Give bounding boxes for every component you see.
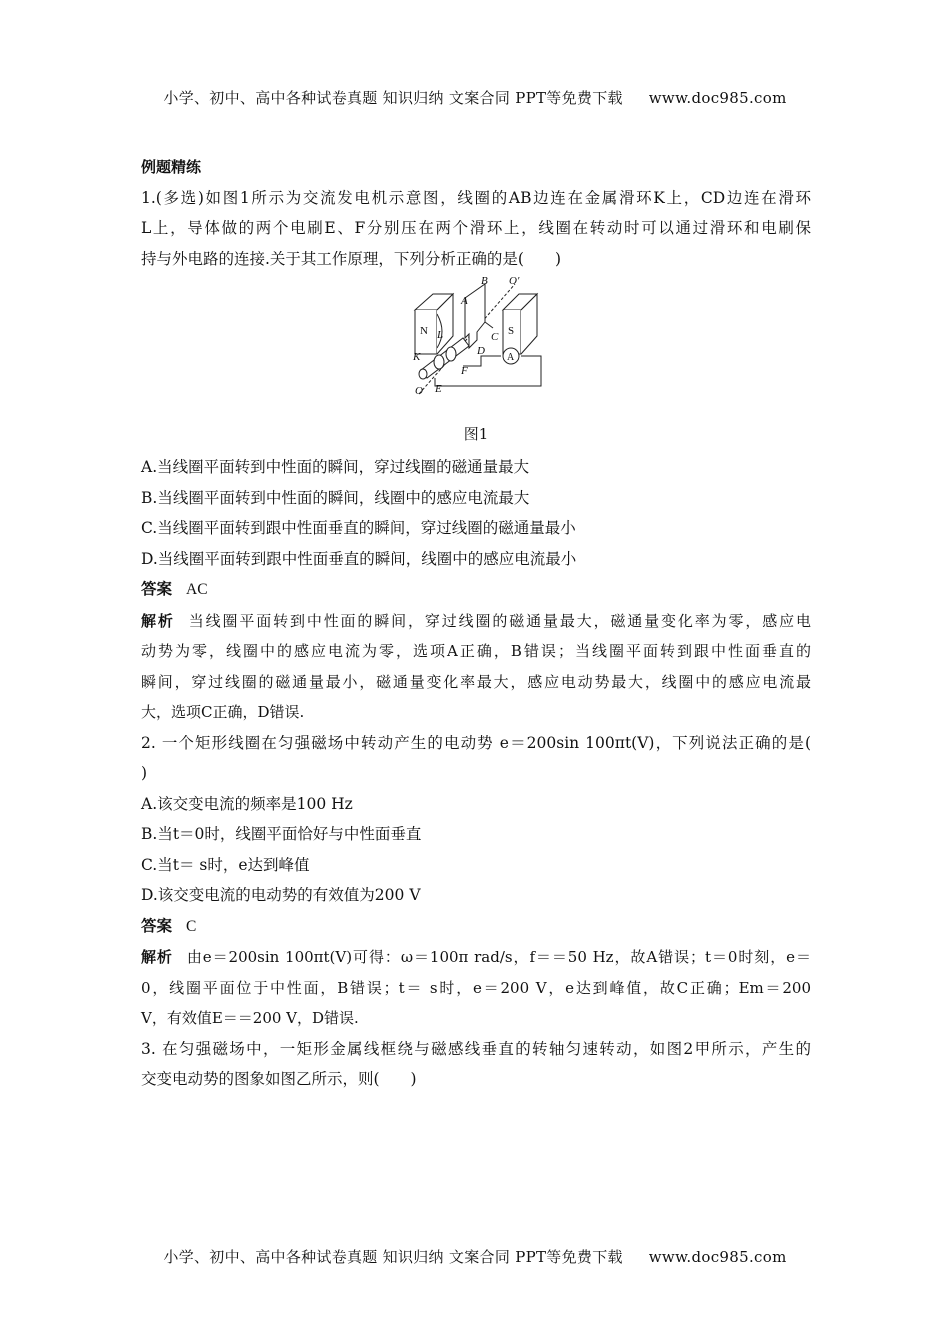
footer-url[interactable]: www.doc985.com <box>648 1248 787 1266</box>
q1-line-1: 1.(多选)如图1所示为交流发电机示意图，线圈的AB边连在金属滑环K上，CD边连在滑环 <box>141 188 811 207</box>
slip-ring-l <box>446 347 456 361</box>
q2-answer-value: C <box>186 917 197 935</box>
q1-analysis-line-2: 动势为零，线圈中的感应电流为零，选项A正确，B错误；当线圈平面转到跟中性面垂直的 <box>141 642 811 660</box>
q1-analysis-text-1: 当线圈平面转到中性面的瞬间，穿过线圈的磁通量最大，磁通量变化率为零，感应电 <box>188 611 811 630</box>
q1-option-a: A.当线圈平面转到中性面的瞬间，穿过线圈的磁通量最大 <box>141 458 530 476</box>
q1-line-3: 持与外电路的连接.关于其工作原理，下列分析正确的是( ) <box>141 249 562 268</box>
page-header <box>0 87 950 108</box>
fig-label-n: N <box>420 325 428 337</box>
q1-option-c: C.当线圈平面转到跟中性面垂直的瞬间，穿过线圈的磁通量最小 <box>141 519 576 537</box>
q1-line-2: L上，导体做的两个电刷E、F分别压在两个滑环上，线圈在转动时可以通过滑环和电刷保 <box>141 219 811 237</box>
figure-1 <box>141 274 811 422</box>
header-text: 小学、初中、高中各种试卷真题 知识归纳 文案合同 PPT等免费下载 <box>163 89 623 107</box>
q1-analysis-line-3: 瞬间，穿过线圈的磁通量最小，磁通量变化率最大，感应电动势最大，线圈中的感应电流最 <box>141 672 811 691</box>
q1-analysis-line-1 <box>141 606 811 637</box>
fig-label-a: A <box>461 295 468 307</box>
q1-option-b: B.当线圈平面转到中性面的瞬间，线圈中的感应电流最大 <box>141 488 530 507</box>
document-body <box>141 152 811 1095</box>
footer-text: 小学、初中、高中各种试卷真题 知识归纳 文案合同 PPT等免费下载 <box>163 1248 623 1266</box>
q2-line-1: 2. 一个矩形线圈在匀强磁场中转动产生的电动势 e＝200sin 100πt(V)，下列说法正确的是( <box>141 733 811 752</box>
coil <box>465 284 485 348</box>
fig-label-s: S <box>508 325 515 337</box>
generator-diagram <box>407 274 547 420</box>
q1-answer-label: 答案 <box>141 580 173 598</box>
q2-analysis-line-2: 0，线圈平面位于中性面，B错误；t＝ s时，e＝200 V，e达到峰值，故C正确；Em＝200 <box>141 978 811 997</box>
fig-label-c: C <box>491 331 499 343</box>
fig-label-k: K <box>413 351 421 363</box>
q2-analysis-text-1: 由e＝200sin 100πt(V)可得：ω＝100π rad/s，f＝＝50 Hz，故A错误；t＝0时刻，e＝ <box>186 948 811 966</box>
q3-line-1: 3. 在匀强磁场中，一矩形金属线框绕与磁感线垂直的转轴匀速转动，如图2甲所示，产生的 <box>141 1039 811 1058</box>
fig-label-d: D <box>477 345 485 357</box>
q3-line-2: 交变电动势的图象如图乙所示，则( ) <box>141 1070 417 1088</box>
section-title: 例题精练 <box>141 158 202 176</box>
q2-option-b: B.当t＝0时，线圈平面恰好与中性面垂直 <box>141 825 422 843</box>
figure-1-caption: 图1 <box>463 425 489 443</box>
q2-line-2: ) <box>141 764 148 782</box>
q2-option-d: D.该交变电流的电动势的有效值为200 V <box>141 886 421 904</box>
q1-analysis-line-4: 大，选项C正确，D错误. <box>141 703 305 721</box>
page-footer <box>0 1246 950 1267</box>
fig-label-e: E <box>435 383 442 395</box>
q2-analysis-label: 解析 <box>141 948 173 966</box>
q1-answer <box>141 574 811 606</box>
fig-label-b: B <box>481 275 488 287</box>
q2-answer <box>141 911 811 943</box>
fig-label-o2: O′ <box>509 275 520 287</box>
q1-answer-value: AC <box>186 581 208 598</box>
header-url[interactable]: www.doc985.com <box>648 89 787 107</box>
fig-label-l: L <box>437 329 444 341</box>
q2-option-c: C.当t＝ s时，e达到峰值 <box>141 855 310 874</box>
q2-analysis-line-3: V，有效值E＝＝200 V，D错误. <box>141 1009 359 1027</box>
q1-option-d: D.当线圈平面转到跟中性面垂直的瞬间，线圈中的感应电流最小 <box>141 549 577 568</box>
fig-label-meter: A <box>507 352 515 363</box>
fig-label-o: O <box>415 385 423 397</box>
q1-analysis-label: 解析 <box>141 611 175 630</box>
slip-ring-k <box>434 355 444 369</box>
q2-analysis-line-1 <box>141 942 811 973</box>
q2-option-a: A.该交变电流的频率是100 Hz <box>141 794 353 813</box>
q2-answer-label: 答案 <box>141 916 173 935</box>
fig-label-f: F <box>461 365 468 377</box>
